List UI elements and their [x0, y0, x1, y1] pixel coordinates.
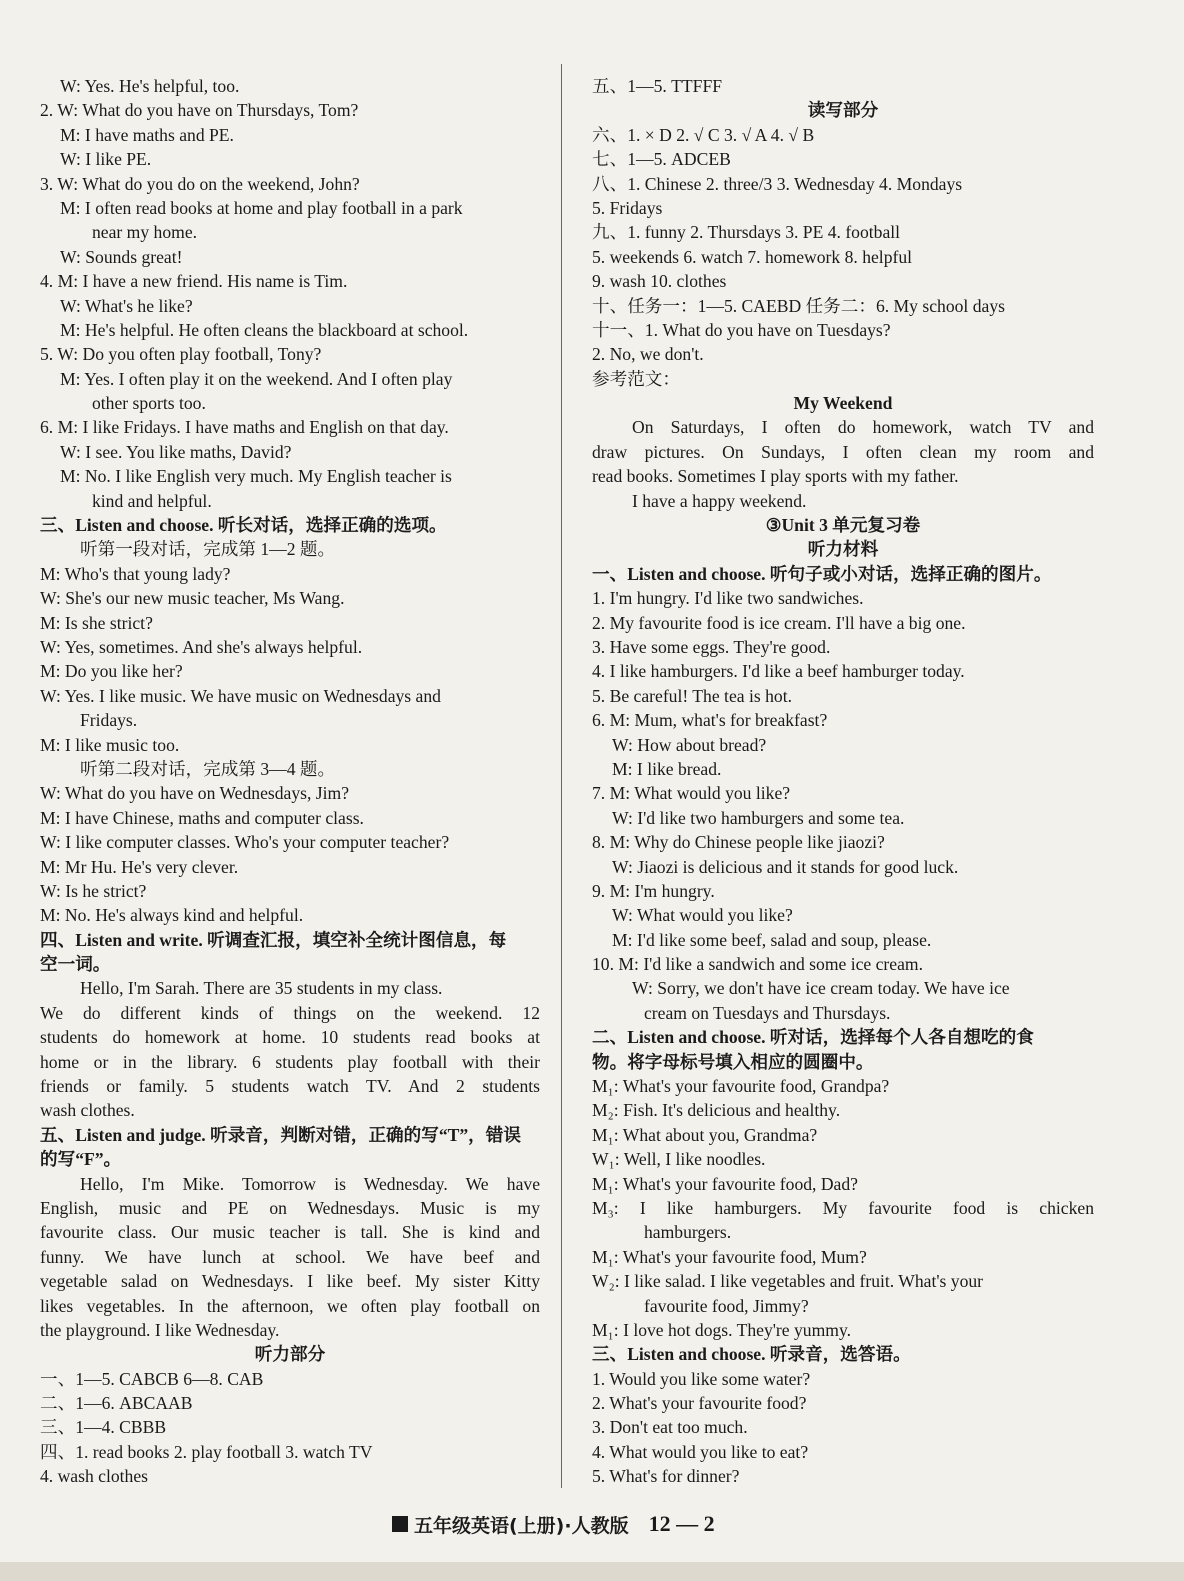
right-column-line: 三、Listen and choose. 听录音，选答语。 [592, 1344, 911, 1365]
left-column-line: W: Yes. He's helpful, too. [60, 76, 240, 96]
right-column-line: 听力材料 [807, 539, 879, 560]
left-column-line: M: Yes. I often play it on the weekend. And I often play [60, 368, 453, 389]
left-column-line: W: I like PE. [60, 149, 152, 170]
left-column-line: 听第二段对话，完成第 3—4 题。 [80, 758, 336, 779]
right-column-line: ③Unit 3 单元复习卷 [765, 515, 921, 536]
right-column-line: W: Jiaozi is delicious and it stands for good luck. [612, 856, 959, 877]
right-column-line: cream on Tuesdays and Thursdays. [644, 1002, 891, 1023]
right-column-line: 3. Have some eggs. They're good. [592, 636, 831, 657]
left-column-line: M: No. I like English very much. My English teacher is [60, 466, 452, 487]
left-column-line: kind and helpful. [92, 490, 212, 511]
right-column-line: M₂: Fish. It's delicious and healthy. [592, 1100, 841, 1121]
right-column-line: M₁: What's your favourite food, Dad? [592, 1173, 858, 1194]
right-column-line: 1. Would you like some water? [592, 1368, 811, 1389]
right-column-line: W: I'd like two hamburgers and some tea. [612, 807, 905, 828]
right-column-line: 2. No, we don't. [592, 344, 704, 365]
left-column-line: 4. wash clothes [40, 1466, 148, 1487]
left-column-line: W: I see. You like maths, David? [60, 441, 292, 462]
right-column-line: 3. Don't eat too much. [592, 1417, 748, 1438]
right-column-line: 五、1—5. TTFFF [592, 76, 723, 96]
left-column-line: friends or family. 5 students watch TV. And 2 students [40, 1076, 540, 1097]
left-column-line: 五、Listen and judge. 听录音，判断对错，正确的写“T”，错误 [40, 1124, 521, 1145]
right-column-line: 8. M: Why do Chinese people like jiaozi? [592, 832, 885, 853]
left-column-line: 三、Listen and choose. 听长对话，选择正确的选项。 [40, 515, 447, 536]
left-column-line: students do homework at home. 10 students read books at [40, 1027, 540, 1048]
left-column-line: W: Yes. I like music. We have music on Wednesdays and [40, 685, 441, 706]
right-column-line: 九、1. funny 2. Thursdays 3. PE 4. football [592, 222, 901, 243]
left-column-line: 四、1. read books 2. play football 3. watch TV [40, 1441, 373, 1462]
right-column-line: 5. What's for dinner? [592, 1466, 740, 1487]
right-column-line: M₁: What's your favourite food, Grandpa? [592, 1076, 890, 1097]
left-column-line: M: Do you like her? [40, 661, 183, 682]
left-column-line: 三、1—4. CBBB [40, 1417, 167, 1438]
left-column-line: M: Who's that young lady? [40, 563, 231, 584]
left-column-line: W: What do you have on Wednesdays, Jim? [40, 783, 350, 804]
left-column-line: funny. We have lunch at school. We have beef and [40, 1246, 540, 1267]
left-column-line: 6. M: I like Fridays. I have maths and English on that day. [40, 417, 449, 438]
right-column-line: 5. weekends 6. watch 7. homework 8. helpful [592, 246, 913, 267]
right-column-line: 2. What's your favourite food? [592, 1393, 807, 1414]
left-column-line: 四、Listen and write. 听调查汇报，填空补全统计图信息，每 [40, 929, 507, 950]
right-column-line: M: I like bread. [612, 758, 722, 779]
right-column-line: W₁: Well, I like noodles. [592, 1149, 766, 1170]
right-column-line: M: I'd like some beef, salad and soup, please. [612, 929, 932, 950]
left-column-line: M: No. He's always kind and helpful. [40, 905, 304, 926]
left-column-line: 3. W: What do you do on the weekend, John? [40, 173, 360, 194]
left-column-line: near my home. [92, 222, 198, 243]
right-column-line: 读写部分 [807, 100, 879, 121]
right-column-line: hamburgers. [644, 1222, 732, 1243]
right-column-line: 参考范文： [592, 368, 680, 389]
page-number: 12 — 2 [648, 1511, 715, 1536]
scan-edge [0, 1562, 1184, 1581]
left-column-line: W: Sounds great! [60, 246, 183, 267]
left-column-line: W: She's our new music teacher, Ms Wang. [40, 588, 345, 609]
left-column-line: M: Mr Hu. He's very clever. [40, 856, 239, 877]
right-column-line: 十、任务一：1—5. CAEBD 任务二：6. My school days [592, 295, 1005, 316]
footer-square-icon [392, 1516, 408, 1532]
right-column-line: 6. M: Mum, what's for breakfast? [592, 710, 828, 731]
left-column-line: English, music and PE on Wednesdays. Music is my [40, 1197, 540, 1218]
left-column-line: home or in the library. 6 students play football with their [40, 1051, 540, 1072]
right-column-line: 4. I like hamburgers. I'd like a beef hamburger today. [592, 661, 965, 682]
right-column-line: My Weekend [793, 393, 893, 414]
left-column-line: M: He's helpful. He often cleans the blackboard at school. [60, 319, 469, 340]
left-column-line: Hello, I'm Sarah. There are 35 students in my class. [80, 978, 443, 999]
left-column-line: M: I have maths and PE. [60, 124, 234, 145]
right-column-line: M₁: What about you, Grandma? [592, 1124, 818, 1145]
right-column-line: M₁: What's your favourite food, Mum? [592, 1246, 867, 1267]
right-column-line: 1. I'm hungry. I'd like two sandwiches. [592, 588, 864, 609]
right-column-line: W: What would you like? [612, 905, 793, 926]
right-column-line: favourite food, Jimmy? [644, 1295, 809, 1316]
right-column-line: 七、1—5. ADCEB [592, 149, 731, 170]
left-column-line: likes vegetables. In the afternoon, we often play football on [40, 1295, 540, 1316]
right-column-line: 一、Listen and choose. 听句子或小对话，选择正确的图片。 [592, 563, 1052, 584]
left-column-line: 听第一段对话，完成第 1—2 题。 [80, 539, 336, 560]
page-footer [392, 1510, 812, 1538]
left-column-line: 一、1—5. CABCB 6—8. CAB [40, 1368, 264, 1389]
left-column-line: M: Is she strict? [40, 612, 153, 633]
right-column-line: 八、1. Chinese 2. three/3 3. Wednesday 4. Mondays [592, 173, 963, 194]
left-column-line: W: Yes, sometimes. And she's always helpful. [40, 636, 363, 657]
right-column-line: W: How about bread? [612, 734, 767, 755]
left-column-line: 听力部分 [254, 1344, 326, 1365]
right-column-line: 9. wash 10. clothes [592, 271, 727, 292]
right-column-line: draw pictures. On Sundays, I often clean my room and [592, 441, 1094, 462]
right-column-line: 7. M: What would you like? [592, 783, 791, 804]
left-column-line: 的写“F”。 [40, 1149, 122, 1170]
right-column-line: M₁: I love hot dogs. They're yummy. [592, 1319, 852, 1340]
left-column-line: Fridays. [80, 710, 138, 731]
left-column-line: 2. W: What do you have on Thursdays, Tom? [40, 100, 359, 121]
left-column-line: W: What's he like? [60, 295, 193, 316]
left-column-line: favourite class. Our music teacher is tall. She is kind and [40, 1222, 540, 1243]
left-column-line: M: I like music too. [40, 734, 180, 755]
left-column-line: vegetable salad on Wednesdays. I like beef. My sister Kitty [40, 1271, 540, 1292]
left-column-line: other sports too. [92, 393, 206, 414]
left-column-line: the playground. I like Wednesday. [40, 1319, 280, 1340]
right-column-line: 二、Listen and choose. 听对话，选择每个人各自想吃的食 [592, 1027, 1034, 1048]
left-column-line: 空一词。 [40, 954, 111, 975]
right-column-line: read books. Sometimes I play sports with my father. [592, 466, 959, 487]
left-column-line: 4. M: I have a new friend. His name is Tim. [40, 271, 348, 292]
right-column-line: 物。将字母标号填入相应的圆圈中。 [592, 1051, 874, 1072]
right-column-line: On Saturdays, I often do homework, watch TV and [632, 417, 1094, 438]
left-column [40, 74, 540, 1489]
left-column-line: W: I like computer classes. Who's your computer teacher? [40, 832, 450, 853]
right-column-line: 5. Be careful! The tea is hot. [592, 685, 792, 706]
footer-title: 五年级英语(上册)·人教版 [414, 1514, 629, 1537]
left-column-line: 5. W: Do you often play football, Tony? [40, 344, 322, 365]
right-column-line: W₂: I like salad. I like vegetables and fruit. What's your [592, 1271, 984, 1292]
right-column-line: 10. M: I'd like a sandwich and some ice cream. [592, 954, 923, 975]
left-column-line: Hello, I'm Mike. Tomorrow is Wednesday. We have [80, 1173, 540, 1194]
left-column-line: wash clothes. [40, 1100, 135, 1121]
column-divider [561, 64, 562, 1488]
right-column-line: 2. My favourite food is ice cream. I'll have a big one. [592, 612, 966, 633]
right-column [592, 74, 1094, 1489]
left-column-line: M: I often read books at home and play football in a park [60, 197, 463, 218]
right-column-line: 5. Fridays [592, 197, 663, 218]
right-column-line: 9. M: I'm hungry. [592, 880, 715, 901]
left-column-line: We do different kinds of things on the weekend. 12 [40, 1002, 540, 1023]
right-column-line: 4. What would you like to eat? [592, 1441, 809, 1462]
left-column-line: M: I have Chinese, maths and computer class. [40, 807, 364, 828]
right-column-line: 十一、1. What do you have on Tuesdays? [592, 319, 891, 340]
right-column-line: I have a happy weekend. [632, 490, 807, 511]
left-column-line: 二、1—6. ABCAAB [40, 1393, 193, 1414]
right-column-line: W: Sorry, we don't have ice cream today. We have ice [632, 978, 1010, 999]
right-column-line: M₃: I like hamburgers. My favourite food is chicken [592, 1197, 1094, 1218]
left-column-line: W: Is he strict? [40, 880, 147, 901]
right-column-line: 六、1. × D 2. √ C 3. √ A 4. √ B [592, 124, 815, 145]
